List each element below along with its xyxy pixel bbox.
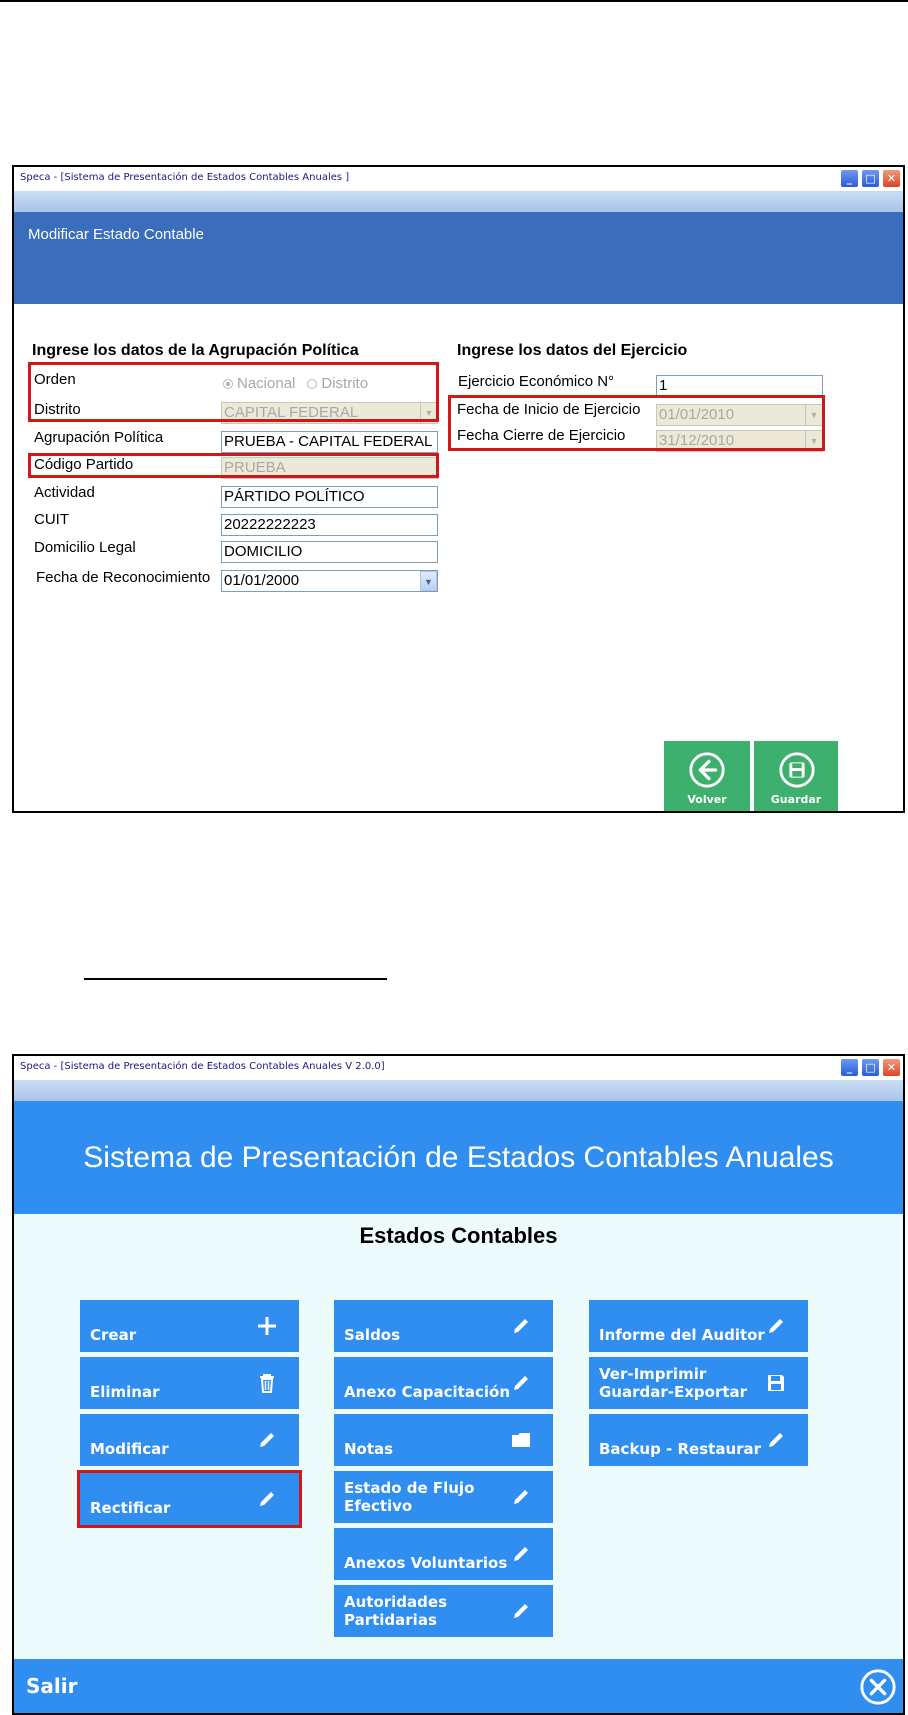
pencil-icon <box>511 1601 531 1621</box>
volver-button[interactable] <box>664 741 750 811</box>
crear-label: Crear <box>90 1326 137 1344</box>
crear-button[interactable] <box>80 1300 299 1352</box>
estado-flujo-button[interactable] <box>334 1471 553 1523</box>
guardar-label: Guardar <box>770 793 822 806</box>
anexos-voluntarios-label: Anexos Voluntarios <box>344 1554 508 1572</box>
page-top-rule <box>0 0 908 2</box>
notas-button[interactable] <box>334 1414 553 1466</box>
saldos-label: Saldos <box>344 1326 401 1344</box>
chevron-down-icon: ▼ <box>420 403 437 423</box>
pencil-icon <box>511 1373 531 1393</box>
window-titlebar <box>14 1056 903 1081</box>
folder-icon <box>511 1430 531 1450</box>
actividad-input[interactable]: PÁRTIDO POLÍTICO <box>221 486 438 508</box>
arrow-left-icon <box>688 751 726 789</box>
backup-restaurar-label: Backup - Restaurar <box>599 1440 762 1458</box>
agrupacion-input[interactable]: PRUEBA - CAPITAL FEDERAL <box>221 431 438 453</box>
chevron-down-icon: ▼ <box>805 405 822 425</box>
window-title: Speca - [Sistema de Presentación de Estados Contables Anuales V 2.0.0] <box>20 1061 385 1072</box>
highlight-codigo-partido <box>28 453 439 478</box>
codigo-input[interactable]: PRUEBA <box>221 457 438 479</box>
autoridades-partidarias-label: Autoridades Partidarias <box>344 1593 448 1629</box>
ver-imprimir-button[interactable] <box>589 1357 808 1409</box>
chevron-down-icon: ▼ <box>805 431 822 451</box>
cuit-label: CUIT <box>34 511 69 528</box>
saldos-button[interactable] <box>334 1300 553 1352</box>
distrito-label: Distrito <box>34 401 81 418</box>
volver-label: Volver <box>687 793 727 806</box>
actividad-label: Actividad <box>34 484 95 501</box>
agrupacion-label: Agrupación Política <box>34 429 164 446</box>
codigo-label: Código Partido <box>34 456 134 473</box>
fecha-reconocimiento-picker[interactable] <box>221 570 438 592</box>
pencil-icon <box>511 1316 531 1336</box>
anexos-voluntarios-button[interactable] <box>334 1528 553 1580</box>
close-circle-icon[interactable] <box>859 1668 897 1706</box>
rectificar-label: Rectificar <box>90 1499 171 1517</box>
eliminar-button[interactable] <box>80 1357 299 1409</box>
autoridades-partidarias-button[interactable] <box>334 1585 553 1637</box>
backup-restaurar-button[interactable] <box>589 1414 808 1466</box>
anexo-capacitacion-button[interactable] <box>334 1357 553 1409</box>
document-underline <box>84 978 387 980</box>
save-icon <box>766 1373 786 1393</box>
modificar-label: Modificar <box>90 1440 169 1458</box>
window-titlebar <box>14 167 903 192</box>
distrito-radio-label: Distrito <box>321 375 369 392</box>
app-header <box>14 1101 903 1214</box>
pencil-icon <box>511 1487 531 1507</box>
ejercicio-input[interactable]: 1 <box>656 375 823 397</box>
modificar-window <box>12 165 905 813</box>
page-header <box>14 212 903 304</box>
chevron-down-icon[interactable]: ▼ <box>420 571 437 591</box>
ejercicio-label: Ejercicio Económico N° <box>458 373 615 390</box>
menu-strip <box>14 1081 903 1101</box>
footer-bar <box>14 1659 903 1713</box>
distrito-value: CAPITAL FEDERAL <box>224 404 359 421</box>
minimize-button[interactable]: _ <box>840 169 859 188</box>
window-title: Speca - [Sistema de Presentación de Estados Contables Anuales ] <box>20 172 350 183</box>
informe-auditor-label: Informe del Auditor <box>599 1326 765 1344</box>
modificar-button[interactable] <box>80 1414 299 1466</box>
fecha-reconocimiento-value: 01/01/2000 <box>224 572 300 589</box>
page-title: Modificar Estado Contable <box>28 226 204 243</box>
inicio-value: 01/01/2010 <box>659 406 735 423</box>
rectificar-button[interactable] <box>80 1473 299 1525</box>
eliminar-label: Eliminar <box>90 1383 160 1401</box>
pencil-icon <box>766 1316 786 1336</box>
fecha-reconocimiento-label: Fecha de Reconocimiento <box>36 569 211 586</box>
cuit-input[interactable]: 20222222223 <box>221 514 438 536</box>
plus-icon <box>257 1316 277 1336</box>
app-title: Sistema de Presentación de Estados Contables Anuales <box>83 1141 834 1174</box>
estado-flujo-label: Estado de Flujo Efectivo <box>344 1479 475 1515</box>
maximize-button[interactable]: □ <box>861 1058 880 1077</box>
highlight-orden-distrito <box>28 362 439 422</box>
orden-label: Orden <box>34 371 76 388</box>
menu-strip <box>14 192 903 212</box>
anexo-capacitacion-label: Anexo Capacitación <box>344 1383 510 1401</box>
salir-button[interactable]: Salir <box>26 1674 78 1698</box>
close-button[interactable]: ✕ <box>882 1058 901 1077</box>
notas-label: Notas <box>344 1440 394 1458</box>
informe-auditor-button[interactable] <box>589 1300 808 1352</box>
estados-contables-window <box>12 1054 905 1715</box>
cierre-value: 31/12/2010 <box>659 432 735 449</box>
close-button[interactable]: ✕ <box>882 169 901 188</box>
maximize-button[interactable]: □ <box>861 169 880 188</box>
trash-icon <box>257 1373 277 1393</box>
ejercicio-section-title: Ingrese los datos del Ejercicio <box>457 342 688 359</box>
ver-imprimir-label: Ver-Imprimir Guardar-Exportar <box>599 1365 748 1401</box>
minimize-button[interactable]: _ <box>840 1058 859 1077</box>
pencil-icon <box>257 1489 277 1509</box>
pencil-icon <box>257 1430 277 1450</box>
pencil-icon <box>766 1430 786 1450</box>
inicio-label: Fecha de Inicio de Ejercicio <box>457 401 641 418</box>
highlight-fechas-ejercicio <box>448 395 825 451</box>
save-icon <box>778 751 816 789</box>
agrupacion-section-title: Ingrese los datos de la Agrupación Política <box>32 342 359 359</box>
nacional-radio-label: Nacional <box>237 375 296 392</box>
cierre-label: Fecha Cierre de Ejercicio <box>457 427 626 444</box>
domicilio-label: Domicilio Legal <box>34 539 136 556</box>
section-title: Estados Contables <box>359 1223 558 1248</box>
pencil-icon <box>511 1544 531 1564</box>
domicilio-input[interactable]: DOMICILIO <box>221 541 438 563</box>
guardar-button[interactable] <box>754 741 838 811</box>
